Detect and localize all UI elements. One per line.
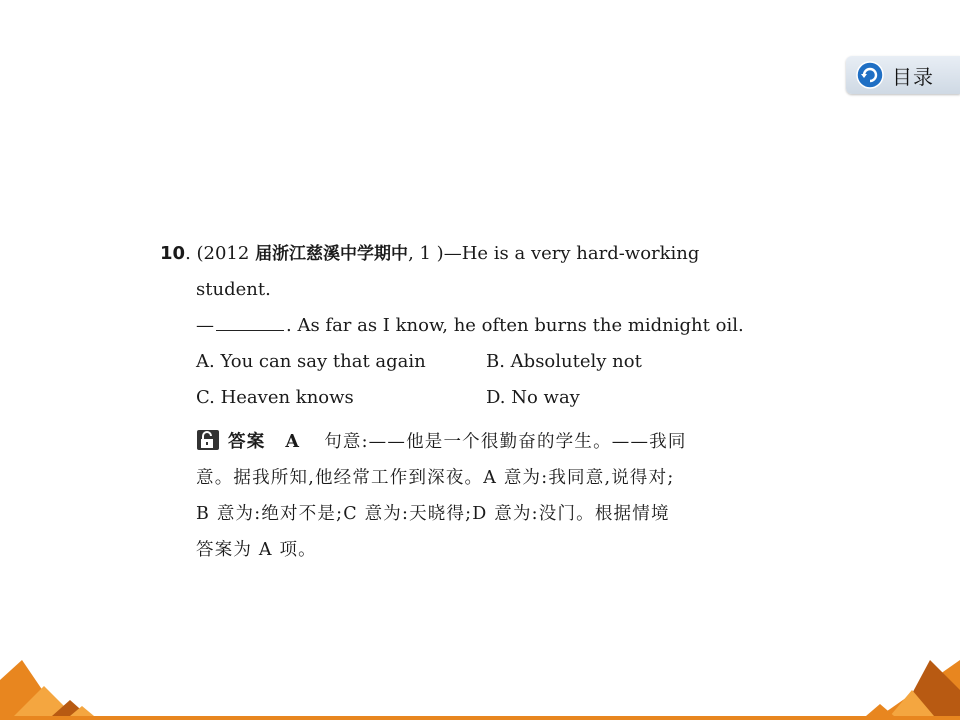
question-number: 10 xyxy=(160,243,186,264)
refresh-circle-icon xyxy=(856,61,884,89)
dialog-line-2: student. xyxy=(196,279,271,300)
options-row-2 xyxy=(160,380,800,416)
answer-line-1 xyxy=(196,424,802,460)
answer-blank xyxy=(216,312,284,331)
answer-line-3: B 意为:绝对不是;C 意为:天晓得;D 意为:没门。根据情境 xyxy=(196,504,670,524)
answer-block xyxy=(196,424,802,568)
question-block xyxy=(160,236,800,416)
question-source: 届浙江慈溪中学期中 xyxy=(255,244,409,264)
answer-title: 答案 xyxy=(228,432,266,452)
toc-button[interactable] xyxy=(846,56,960,94)
option-a: A. You can say that again xyxy=(196,351,426,372)
dialog-line-3 xyxy=(160,308,800,344)
question-source-open: . (2012 xyxy=(185,243,256,264)
footer-decoration xyxy=(0,660,960,720)
dialog-line-3-text: . As far as I know, he often burns the midnight oil. xyxy=(286,315,744,336)
answer-choice: A xyxy=(285,432,301,452)
dialog-line-1: —He is a very hard-working xyxy=(443,243,700,264)
option-c: C. Heaven knows xyxy=(196,387,354,408)
answer-line-4: 答案为 A 项。 xyxy=(196,540,317,560)
dialog-dash: — xyxy=(196,315,214,336)
options-row-1 xyxy=(160,344,800,380)
toc-label: 目录 xyxy=(892,64,934,89)
unlock-icon xyxy=(196,429,220,451)
answer-text-1: 句意:——他是一个很勤奋的学生。——我同 xyxy=(324,432,687,452)
option-b: B. Absolutely not xyxy=(486,351,642,372)
question-source-close: , 1 ) xyxy=(408,243,444,264)
option-d: D. No way xyxy=(486,387,580,408)
answer-line-2: 意。据我所知,他经常工作到深夜。A 意为:我同意,说得对; xyxy=(196,468,675,488)
question-line-1 xyxy=(160,236,800,272)
